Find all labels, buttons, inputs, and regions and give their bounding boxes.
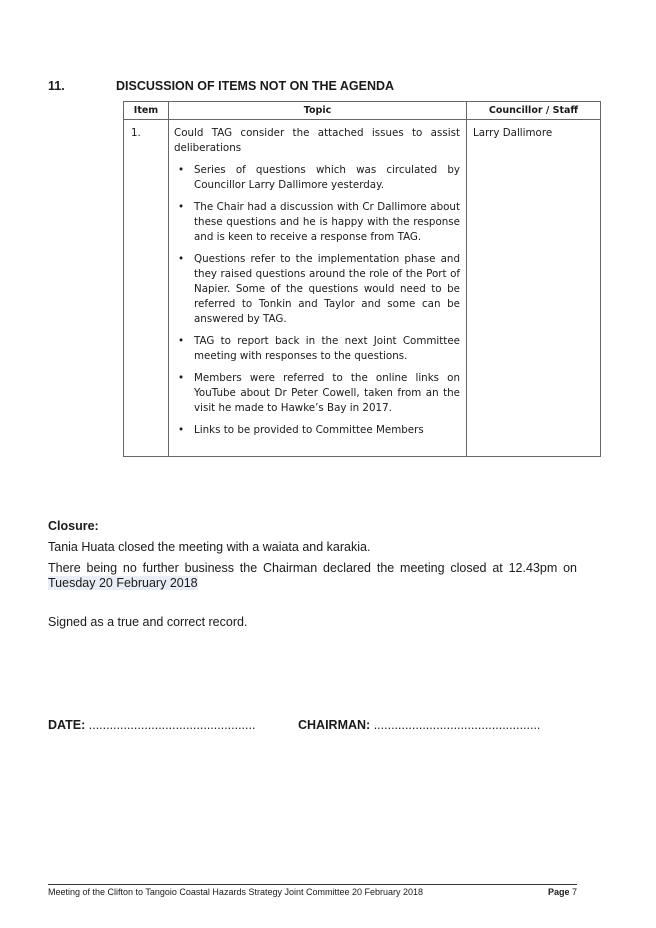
- agenda-table: [123, 101, 601, 457]
- item-number: 1.: [124, 120, 169, 457]
- topic-intro: Could TAG consider the attached issues to assist deliberations: [174, 127, 460, 154]
- closure-line-1: Tania Huata closed the meeting with a waiata and karakia.: [48, 540, 371, 554]
- date-dots: ................................................: [88, 718, 256, 732]
- date-signature-line: [48, 718, 255, 732]
- list-item: • Series of questions which was circulated by Councillor Larry Dallimore yesterday.: [178, 164, 460, 191]
- list-item: • The Chair had a discussion with Cr Dallimore about these questions and he is happy with the response and is keen to receive a response from TAG.: [178, 201, 460, 243]
- section-number: 11.: [48, 79, 65, 93]
- footer-text: Meeting of the Clifton to Tangoio Coastal Hazards Strategy Joint Committee 20 February 2018: [48, 887, 424, 897]
- table-header-row: [124, 102, 601, 120]
- date-label: DATE:: [48, 718, 86, 732]
- page-indicator: [548, 887, 577, 897]
- header-item: Item: [124, 102, 169, 120]
- section-title: DISCUSSION OF ITEMS NOT ON THE AGENDA: [116, 79, 395, 93]
- list-item: • Questions refer to the implementation phase and they raised questions around the role of the Port of Napier. Some of the questions would need to be referred to Tonkin and Taylor and some can be answered by TAG.: [178, 253, 460, 325]
- topic-bullet-list: [174, 163, 460, 438]
- table-row: [124, 120, 601, 457]
- page-label: Page: [547, 887, 570, 897]
- closure-line-2: [48, 561, 577, 591]
- chairman-dots: ................................................: [373, 718, 541, 732]
- header-topic: Topic: [169, 102, 467, 120]
- closure-date: Tuesday 20 February 2018: [48, 576, 198, 590]
- list-item: • Links to be provided to Committee Members: [178, 424, 424, 436]
- page-footer: [48, 887, 577, 897]
- list-item: • Members were referred to the online links on YouTube about Dr Peter Cowell, taken from an the visit he made to Hawke’s Bay in 2017.: [178, 372, 460, 414]
- footer-divider: [48, 884, 577, 885]
- topic-cell: [169, 120, 467, 457]
- list-item: • TAG to report back in the next Joint Committee meeting with responses to the questions.: [178, 335, 460, 362]
- header-councillor-staff: Councillor / Staff: [467, 102, 601, 120]
- signed-record-text: Signed as a true and correct record.: [48, 615, 248, 629]
- councillor-cell: Larry Dallimore: [467, 120, 601, 457]
- chairman-signature-line: [298, 718, 540, 732]
- chairman-label: CHAIRMAN:: [298, 718, 371, 732]
- closure-line-2-text: There being no further business the Chairman declared the meeting closed at 12.43pm on: [48, 561, 577, 575]
- page-number: 7: [571, 887, 577, 897]
- closure-heading: Closure:: [48, 519, 99, 533]
